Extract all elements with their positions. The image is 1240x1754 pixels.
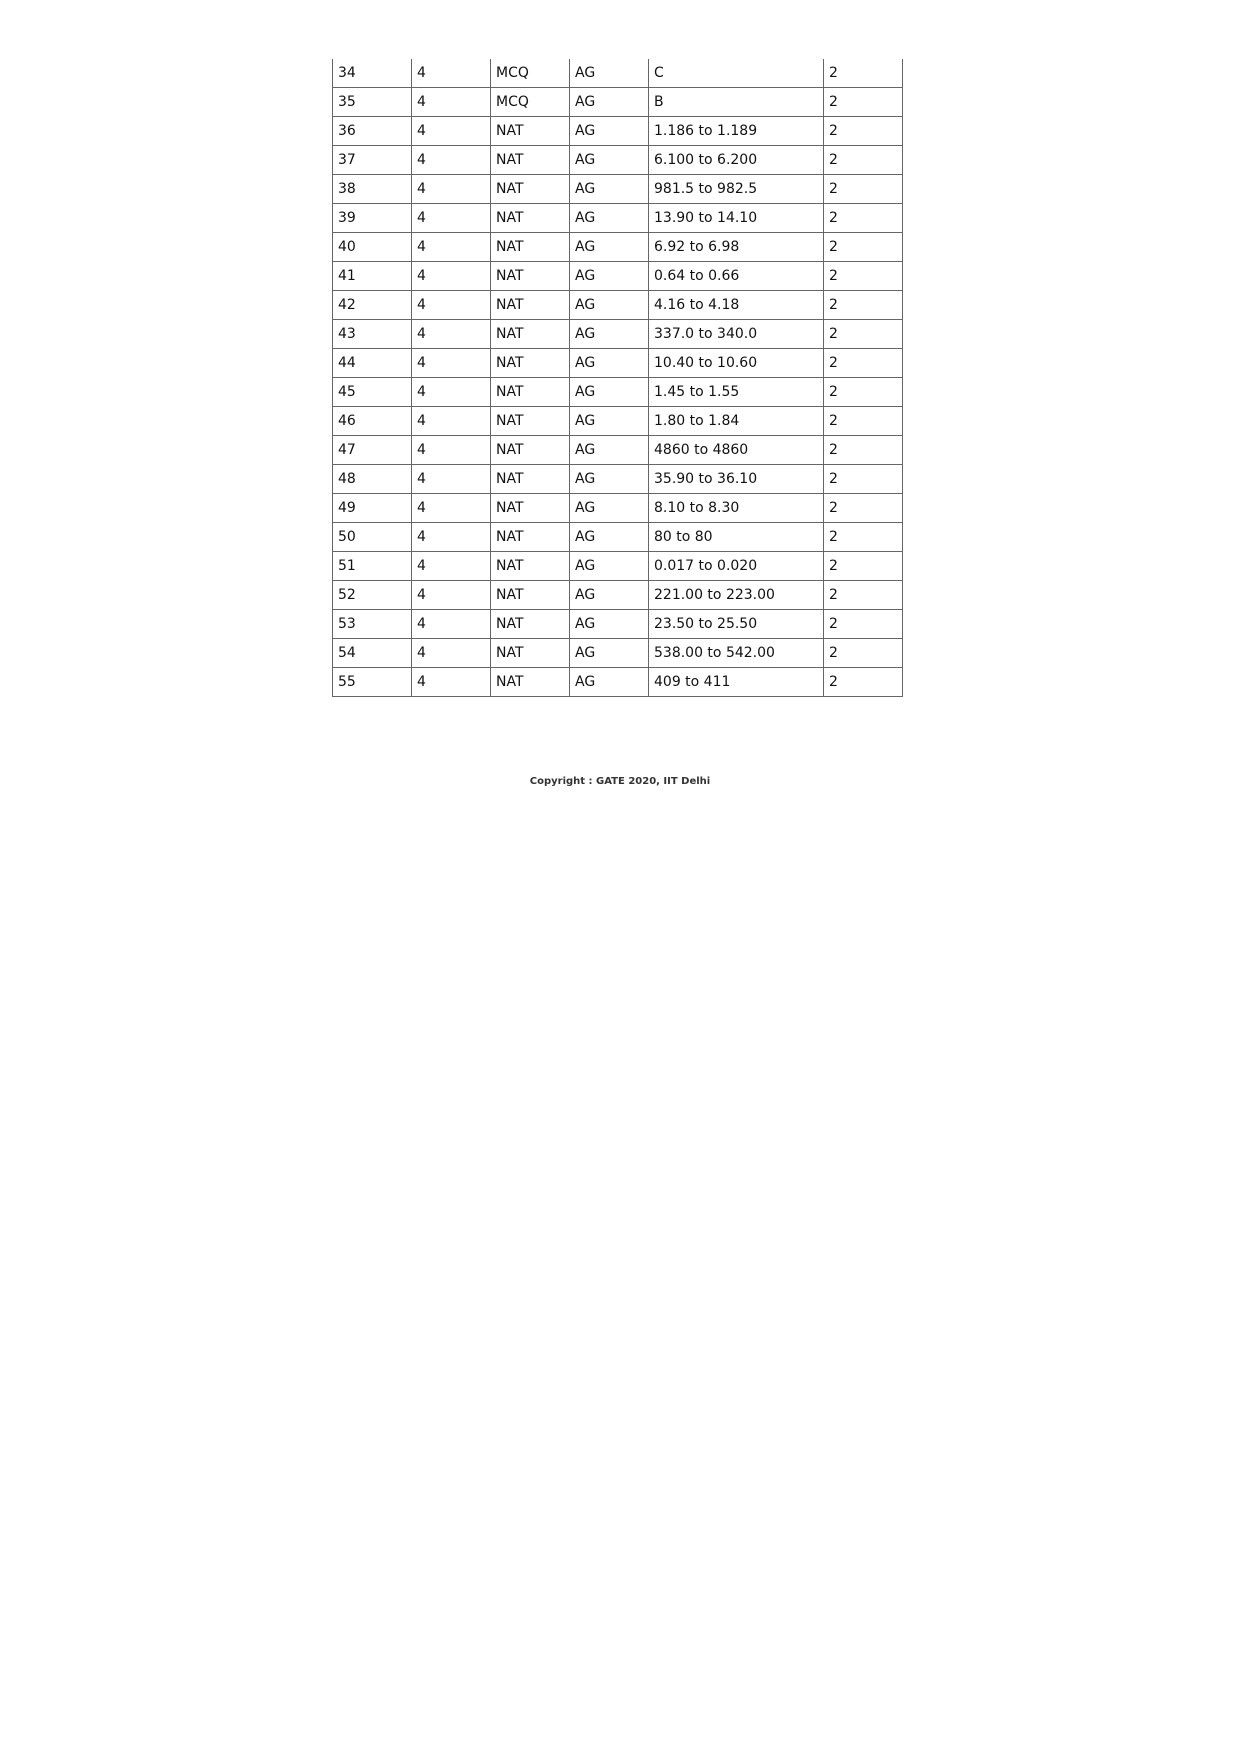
question-type-cell: NAT — [491, 668, 570, 697]
question-type-cell: NAT — [491, 378, 570, 407]
section-cell: AG — [570, 523, 649, 552]
table-row — [333, 552, 903, 581]
question-number-cell: 54 — [333, 639, 412, 668]
answer-key-cell: 4860 to 4860 — [649, 436, 824, 465]
section-cell: AG — [570, 117, 649, 146]
session-cell: 4 — [412, 117, 491, 146]
answer-key-cell: 981.5 to 982.5 — [649, 175, 824, 204]
session-cell: 4 — [412, 581, 491, 610]
question-number-cell: 42 — [333, 291, 412, 320]
session-cell: 4 — [412, 523, 491, 552]
question-number-cell: 47 — [333, 436, 412, 465]
session-cell: 4 — [412, 668, 491, 697]
session-cell: 4 — [412, 320, 491, 349]
table-row — [333, 204, 903, 233]
table-row — [333, 378, 903, 407]
question-number-cell: 55 — [333, 668, 412, 697]
question-type-cell: NAT — [491, 465, 570, 494]
question-type-cell: NAT — [491, 262, 570, 291]
answer-key-cell: 0.64 to 0.66 — [649, 262, 824, 291]
section-cell: AG — [570, 233, 649, 262]
question-number-cell: 45 — [333, 378, 412, 407]
table-row — [333, 610, 903, 639]
section-cell: AG — [570, 320, 649, 349]
question-type-cell: NAT — [491, 552, 570, 581]
marks-cell: 2 — [824, 233, 903, 262]
table-row — [333, 117, 903, 146]
session-cell: 4 — [412, 291, 491, 320]
question-type-cell: NAT — [491, 117, 570, 146]
answer-key-table — [332, 59, 903, 697]
question-type-cell: NAT — [491, 581, 570, 610]
marks-cell: 2 — [824, 291, 903, 320]
table-row — [333, 233, 903, 262]
question-type-cell: NAT — [491, 175, 570, 204]
session-cell: 4 — [412, 204, 491, 233]
question-type-cell: NAT — [491, 494, 570, 523]
table-row — [333, 523, 903, 552]
marks-cell: 2 — [824, 465, 903, 494]
session-cell: 4 — [412, 378, 491, 407]
marks-cell: 2 — [824, 59, 903, 88]
marks-cell: 2 — [824, 668, 903, 697]
answer-key-cell: 538.00 to 542.00 — [649, 639, 824, 668]
answer-key-cell: 35.90 to 36.10 — [649, 465, 824, 494]
question-type-cell: NAT — [491, 523, 570, 552]
answer-key-cell: 10.40 to 10.60 — [649, 349, 824, 378]
marks-cell: 2 — [824, 378, 903, 407]
question-number-cell: 34 — [333, 59, 412, 88]
section-cell: AG — [570, 175, 649, 204]
section-cell: AG — [570, 581, 649, 610]
section-cell: AG — [570, 639, 649, 668]
section-cell: AG — [570, 291, 649, 320]
question-number-cell: 49 — [333, 494, 412, 523]
answer-key-cell: 409 to 411 — [649, 668, 824, 697]
session-cell: 4 — [412, 262, 491, 291]
session-cell: 4 — [412, 552, 491, 581]
table-row — [333, 494, 903, 523]
table-row — [333, 465, 903, 494]
question-number-cell: 40 — [333, 233, 412, 262]
question-type-cell: MCQ — [491, 59, 570, 88]
table-row — [333, 639, 903, 668]
question-type-cell: NAT — [491, 349, 570, 378]
question-type-cell: NAT — [491, 204, 570, 233]
session-cell: 4 — [412, 233, 491, 262]
table-row — [333, 262, 903, 291]
answer-key-cell: 1.186 to 1.189 — [649, 117, 824, 146]
section-cell: AG — [570, 552, 649, 581]
copyright-footer: Copyright : GATE 2020, IIT Delhi — [529, 776, 711, 787]
marks-cell: 2 — [824, 581, 903, 610]
table-row — [333, 581, 903, 610]
question-number-cell: 43 — [333, 320, 412, 349]
marks-cell: 2 — [824, 117, 903, 146]
question-type-cell: NAT — [491, 233, 570, 262]
section-cell: AG — [570, 262, 649, 291]
session-cell: 4 — [412, 465, 491, 494]
question-number-cell: 53 — [333, 610, 412, 639]
answer-key-cell: 13.90 to 14.10 — [649, 204, 824, 233]
table-row — [333, 407, 903, 436]
answer-key-cell: 80 to 80 — [649, 523, 824, 552]
question-type-cell: NAT — [491, 407, 570, 436]
table-row — [333, 349, 903, 378]
section-cell: AG — [570, 204, 649, 233]
session-cell: 4 — [412, 407, 491, 436]
marks-cell: 2 — [824, 407, 903, 436]
section-cell: AG — [570, 436, 649, 465]
answer-key-cell: 6.100 to 6.200 — [649, 146, 824, 175]
section-cell: AG — [570, 465, 649, 494]
answer-key-cell: 6.92 to 6.98 — [649, 233, 824, 262]
table-row — [333, 668, 903, 697]
question-number-cell: 48 — [333, 465, 412, 494]
section-cell: AG — [570, 146, 649, 175]
answer-key-cell: 1.80 to 1.84 — [649, 407, 824, 436]
section-cell: AG — [570, 349, 649, 378]
session-cell: 4 — [412, 59, 491, 88]
session-cell: 4 — [412, 175, 491, 204]
question-number-cell: 41 — [333, 262, 412, 291]
section-cell: AG — [570, 88, 649, 117]
session-cell: 4 — [412, 494, 491, 523]
marks-cell: 2 — [824, 262, 903, 291]
answer-key-cell: 23.50 to 25.50 — [649, 610, 824, 639]
session-cell: 4 — [412, 436, 491, 465]
marks-cell: 2 — [824, 88, 903, 117]
session-cell: 4 — [412, 349, 491, 378]
table-row — [333, 88, 903, 117]
answer-key-cell: 0.017 to 0.020 — [649, 552, 824, 581]
table-row — [333, 436, 903, 465]
question-number-cell: 46 — [333, 407, 412, 436]
question-type-cell: NAT — [491, 610, 570, 639]
answer-key-cell: C — [649, 59, 824, 88]
section-cell: AG — [570, 668, 649, 697]
question-number-cell: 50 — [333, 523, 412, 552]
marks-cell: 2 — [824, 349, 903, 378]
table-row — [333, 291, 903, 320]
question-type-cell: NAT — [491, 436, 570, 465]
question-number-cell: 52 — [333, 581, 412, 610]
marks-cell: 2 — [824, 523, 903, 552]
marks-cell: 2 — [824, 610, 903, 639]
question-number-cell: 36 — [333, 117, 412, 146]
section-cell: AG — [570, 59, 649, 88]
marks-cell: 2 — [824, 552, 903, 581]
marks-cell: 2 — [824, 494, 903, 523]
answer-key-cell: B — [649, 88, 824, 117]
marks-cell: 2 — [824, 204, 903, 233]
table-row — [333, 146, 903, 175]
question-type-cell: NAT — [491, 320, 570, 349]
table-row — [333, 320, 903, 349]
question-type-cell: NAT — [491, 291, 570, 320]
session-cell: 4 — [412, 146, 491, 175]
marks-cell: 2 — [824, 639, 903, 668]
answer-key-cell: 337.0 to 340.0 — [649, 320, 824, 349]
marks-cell: 2 — [824, 320, 903, 349]
question-number-cell: 44 — [333, 349, 412, 378]
section-cell: AG — [570, 378, 649, 407]
question-number-cell: 35 — [333, 88, 412, 117]
marks-cell: 2 — [824, 175, 903, 204]
question-type-cell: NAT — [491, 639, 570, 668]
answer-key-cell: 1.45 to 1.55 — [649, 378, 824, 407]
section-cell: AG — [570, 494, 649, 523]
answer-key-table-body — [333, 59, 903, 697]
question-number-cell: 38 — [333, 175, 412, 204]
answer-key-cell: 221.00 to 223.00 — [649, 581, 824, 610]
question-type-cell: NAT — [491, 146, 570, 175]
section-cell: AG — [570, 610, 649, 639]
question-number-cell: 39 — [333, 204, 412, 233]
question-type-cell: MCQ — [491, 88, 570, 117]
session-cell: 4 — [412, 88, 491, 117]
table-row — [333, 59, 903, 88]
session-cell: 4 — [412, 639, 491, 668]
session-cell: 4 — [412, 610, 491, 639]
question-number-cell: 51 — [333, 552, 412, 581]
table-row — [333, 175, 903, 204]
answer-key-cell: 8.10 to 8.30 — [649, 494, 824, 523]
marks-cell: 2 — [824, 146, 903, 175]
question-number-cell: 37 — [333, 146, 412, 175]
answer-key-cell: 4.16 to 4.18 — [649, 291, 824, 320]
marks-cell: 2 — [824, 436, 903, 465]
section-cell: AG — [570, 407, 649, 436]
